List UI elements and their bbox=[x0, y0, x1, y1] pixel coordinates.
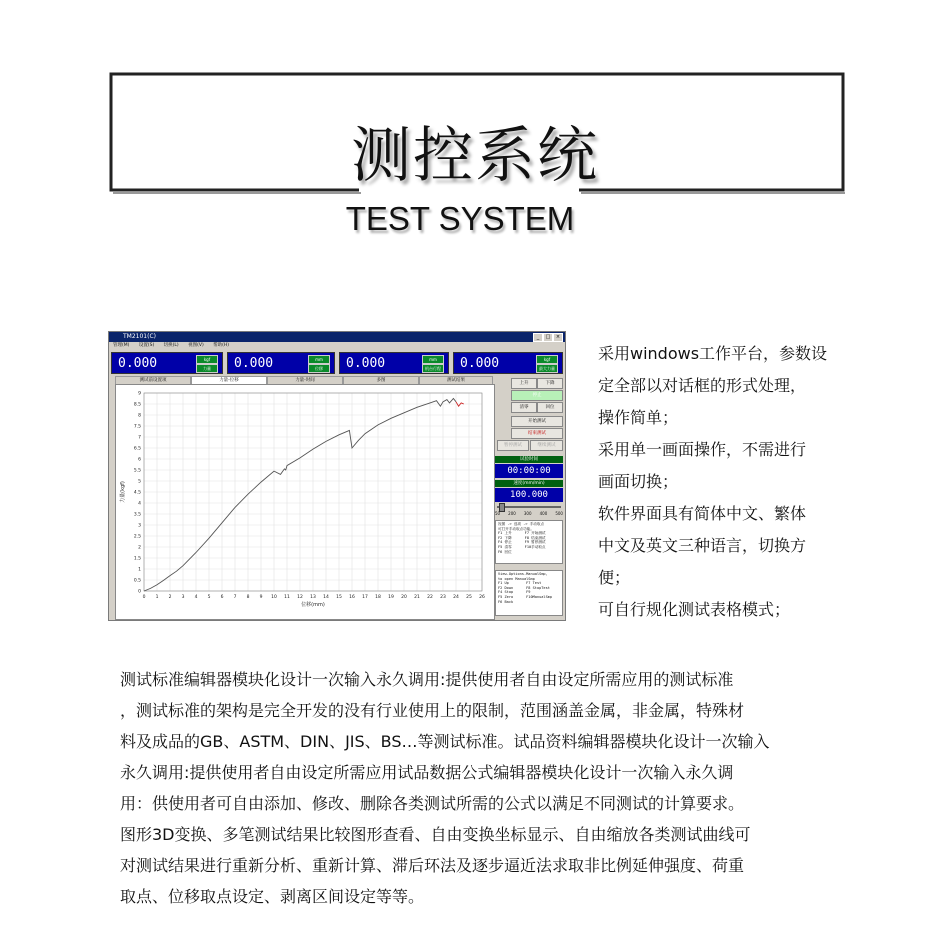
x-tick-label: 2 bbox=[168, 595, 172, 600]
tab-test-results[interactable]: 测试结果 bbox=[419, 376, 493, 385]
x-tick-label: 5 bbox=[207, 595, 211, 600]
body-line: 用：供使用者可自由添加、修改、删除各类测试所需的公式以满足不同测试的计算要求。 bbox=[120, 794, 745, 813]
max-force-readout: 0.000 kgf 最大力量 bbox=[453, 352, 563, 374]
stop-button[interactable]: 停止 bbox=[511, 390, 563, 401]
tab-force-displacement[interactable]: 力量-位移 bbox=[191, 376, 267, 385]
x-tick-label: 21 bbox=[414, 595, 420, 600]
feature-notes bbox=[598, 338, 858, 626]
y-tick-label: 1.5 bbox=[133, 556, 141, 562]
displacement-readout: 0.000 mm 位移 bbox=[227, 352, 335, 374]
stroke-readout: 0.000 mm 机台行程 bbox=[339, 352, 449, 374]
note-line: 中文及英文三种语言，切换方 bbox=[598, 536, 807, 555]
y-tick-label: 0.5 bbox=[133, 578, 141, 584]
note-line: 采用windows工作平台，参数设 bbox=[598, 344, 828, 363]
y-tick-label: 3.5 bbox=[133, 512, 141, 518]
body-line: 取点、位移取点设定、剥离区间设定等等。 bbox=[120, 887, 425, 906]
control-panel bbox=[495, 376, 563, 618]
x-tick-label: 4 bbox=[194, 595, 198, 600]
x-tick-label: 22 bbox=[427, 595, 433, 600]
test-time-display: 00:00:00 bbox=[495, 464, 563, 478]
y-tick-label: 5.5 bbox=[133, 468, 141, 474]
y-tick-label: 2.5 bbox=[133, 534, 141, 540]
x-tick-label: 24 bbox=[453, 595, 459, 600]
y-tick-label: 7 bbox=[138, 435, 141, 441]
body-line: 料及成品的GB、ASTM、DIN、JIS、BS…等测试标准。试品资料编辑器模块化设计一次输入 bbox=[120, 732, 770, 751]
x-tick-label: 26 bbox=[479, 595, 485, 600]
note-line: 定全部以对话框的形式处理， bbox=[598, 376, 807, 395]
tab-bar bbox=[115, 376, 493, 384]
x-tick-label: 15 bbox=[336, 595, 342, 600]
note-line: 便； bbox=[598, 568, 631, 587]
x-tick-label: 11 bbox=[284, 595, 290, 600]
slider-track bbox=[497, 506, 561, 508]
readout-panel bbox=[111, 352, 563, 374]
body-line: 对测试结果进行重新分析、重新计算、滞后环法及逐步逼近法求取非比例延伸强度、荷重 bbox=[120, 856, 745, 875]
body-line: ，测试标准的架构是完全开发的没有行业使用上的限制，范围涵盖金属，非金属，特殊材 bbox=[120, 701, 745, 720]
speed-slider[interactable] bbox=[495, 503, 563, 517]
x-axis-label: 位移(mm) bbox=[301, 602, 325, 608]
x-tick-label: 23 bbox=[440, 595, 446, 600]
description-paragraph bbox=[120, 664, 840, 912]
y-tick-label: 1 bbox=[138, 567, 141, 573]
x-tick-label: 9 bbox=[259, 595, 263, 600]
pause-test-button[interactable]: 暂停测试 bbox=[497, 440, 529, 451]
menu-item-help[interactable]: 帮助(H) bbox=[213, 343, 230, 348]
page-title: 测控系统 bbox=[351, 121, 599, 191]
window-title-bar bbox=[109, 332, 565, 342]
close-icon[interactable]: × bbox=[553, 333, 563, 342]
speed-display: 100.000 bbox=[495, 488, 563, 502]
software-screenshot bbox=[108, 331, 566, 621]
minimize-icon[interactable]: _ bbox=[533, 333, 543, 342]
maximize-icon[interactable]: □ bbox=[543, 333, 553, 342]
menu-item-settings[interactable]: 设置(S) bbox=[138, 343, 155, 348]
y-tick-label: 8.5 bbox=[133, 402, 141, 408]
help-box-chinese: 视图 -> 选项 -> 手动取点 可打开手动取点功能。 F1 上升 F7 开始测试 F2 下降 F8 结束测试 F4 停止 F9 暂停测试 F5 清零 F10手动取点 F6 回位 bbox=[495, 520, 563, 564]
start-test-button[interactable]: 开始测试 bbox=[511, 416, 563, 427]
x-tick-label: 3 bbox=[181, 595, 185, 600]
menu-item-switch[interactable]: 切换(L) bbox=[163, 343, 179, 348]
y-tick-label: 6.5 bbox=[133, 446, 141, 452]
return-button[interactable]: 回位 bbox=[537, 402, 563, 413]
note-line: 操作简单； bbox=[598, 408, 679, 427]
window-title: TM2101(C) bbox=[123, 333, 156, 340]
y-tick-label: 4.5 bbox=[133, 490, 141, 496]
y-tick-label: 6 bbox=[138, 457, 141, 463]
x-tick-label: 14 bbox=[323, 595, 329, 600]
body-line: 图形3D变换、多笔测试结果比较图形查看、自由变换坐标显示、自由缩放各类测试曲线可 bbox=[120, 825, 751, 844]
x-tick-label: 16 bbox=[349, 595, 355, 600]
tab-pretest-settings[interactable]: 测试前设置项 bbox=[115, 376, 191, 385]
y-axis-label: 力量(kgf) bbox=[120, 481, 126, 503]
slider-ticks: 50 200 300 400 500 bbox=[495, 511, 563, 516]
x-tick-label: 19 bbox=[388, 595, 394, 600]
x-tick-label: 8 bbox=[246, 595, 250, 600]
test-time-label: 试验时间 bbox=[495, 456, 563, 463]
x-tick-label: 1 bbox=[155, 595, 159, 600]
continue-test-button[interactable]: 继续测试 bbox=[530, 440, 563, 451]
x-tick-label: 10 bbox=[271, 595, 277, 600]
down-button[interactable]: 下降 bbox=[537, 378, 563, 389]
note-line: 采用单一画面操作，不需进行 bbox=[598, 440, 807, 459]
force-readout: 0.000 kgf 力量 bbox=[111, 352, 223, 374]
x-tick-label: 18 bbox=[375, 595, 381, 600]
x-tick-label: 25 bbox=[466, 595, 472, 600]
x-tick-label: 7 bbox=[233, 595, 237, 600]
note-line: 可自行规化测试表格模式； bbox=[598, 600, 791, 619]
y-tick-label: 4 bbox=[138, 501, 141, 507]
body-line: 测试标准编辑器模块化设计一次输入永久调用:提供使用者自由设定所需应用的测试标准 bbox=[120, 670, 734, 689]
y-tick-label: 2 bbox=[138, 545, 141, 551]
note-line: 画面切换； bbox=[598, 472, 679, 491]
y-tick-label: 9 bbox=[138, 391, 141, 397]
force-displacement-chart bbox=[115, 384, 495, 620]
help-box-english: View-Options-ManualSmp, to open ManualSmp F1 Up F7 Test F2 Down F8 StopTest F4 Stop F9 F5 Zero F10ManualSmp F6 Back bbox=[495, 570, 563, 616]
menu-bar bbox=[109, 342, 565, 350]
note-line: 软件界面具有简体中文、繁体 bbox=[598, 504, 807, 523]
y-tick-label: 5 bbox=[138, 479, 141, 485]
menu-item-manage[interactable]: 管理(M) bbox=[113, 343, 130, 348]
up-button[interactable]: 上升 bbox=[511, 378, 537, 389]
zero-button[interactable]: 清零 bbox=[511, 402, 537, 413]
x-tick-label: 13 bbox=[310, 595, 316, 600]
body-line: 永久调用:提供使用者自由设定所需应用试品数据公式编辑器模块化设计一次输入永久调 bbox=[120, 763, 734, 782]
x-tick-label: 12 bbox=[297, 595, 303, 600]
y-tick-label: 0 bbox=[138, 589, 141, 595]
end-test-button[interactable]: 结束测试 bbox=[511, 428, 563, 439]
speed-label: 速度(mm/min) bbox=[495, 480, 563, 487]
x-tick-label: 20 bbox=[401, 595, 407, 600]
x-tick-label: 17 bbox=[362, 595, 368, 600]
y-tick-label: 7.5 bbox=[133, 424, 141, 430]
y-tick-label: 8 bbox=[138, 413, 141, 419]
y-tick-label: 3 bbox=[138, 523, 141, 529]
tab-multi-graph[interactable]: 多图 bbox=[343, 376, 419, 385]
chart-svg bbox=[116, 385, 494, 619]
x-tick-label: 0 bbox=[142, 595, 146, 600]
menu-item-view[interactable]: 视图(V) bbox=[188, 343, 204, 348]
tab-force-time[interactable]: 力量-时间 bbox=[267, 376, 343, 385]
x-tick-label: 6 bbox=[220, 595, 224, 600]
page-subtitle: TEST SYSTEM bbox=[345, 200, 575, 237]
